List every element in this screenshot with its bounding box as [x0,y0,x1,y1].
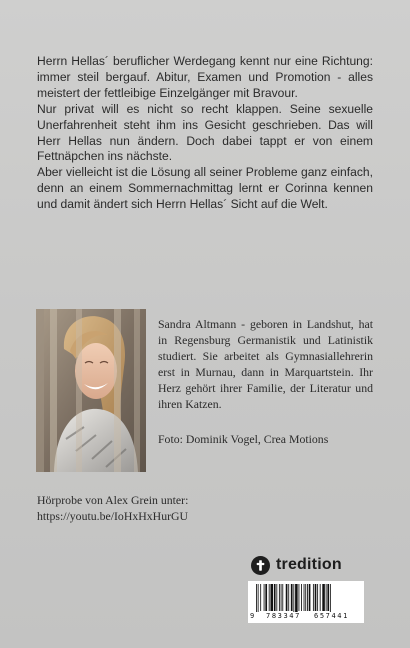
author-bio [158,317,373,412]
barcode-right-group: 657441 [314,612,349,620]
audio-sample-note [37,493,188,525]
author-bio-text: Sandra Altmann - geboren in Landshut, hat in Regensburg Germanistik und Latinistik studiert. Sie arbeitet als Gymnasiallehrerin erst in Murnau, dann in Marquartstein. Ihr Herz gehört ihrer Familie, der Literatur und ihren Katzen. [158,317,373,411]
blurb-paragraph: Nur privat will es nicht so recht klappen. Seine sexuelle Unerfahrenheit steht ihm ins Gesicht geschrieben. Das will Herr Hellas nun ändern. Doch dabei tappt er von einem Fettnäpchen ins nächste. [37,101,373,164]
audio-sample-label: Hörprobe von Alex Grein unter: [37,493,189,507]
publisher-name: tredition [276,556,342,573]
barcode-bars [252,584,360,612]
barcode-left-group: 783347 [266,612,301,620]
blurb-paragraph: Aber vielleicht ist die Lösung all seiner Probleme ganz einfach, denn an einem Sommernachmittag lernt er Corinna kennen und damit ändert sich Herrn Hellas´ Sicht auf die Welt. [37,165,373,212]
barcode-lead-digit: 9 [250,612,255,620]
photo-credit: Foto: Dominik Vogel, Crea Motions [158,432,329,446]
audio-sample-link[interactable]: https://youtu.be/IoHxHxHurGU [37,508,189,523]
blurb-paragraph: Herrn Hellas´ beruflicher Werdegang kennt nur eine Richtung: immer steil bergauf. Abitur, Examen und Promotion - alles meistert der fettleibige Einzelgänger mit Bravour. [37,54,373,100]
isbn-barcode [248,581,364,623]
publisher-mark [251,555,342,575]
book-blurb [37,54,373,213]
author-photo [36,309,146,472]
tredition-logo-icon [251,556,270,575]
barcode-digits [248,612,364,622]
